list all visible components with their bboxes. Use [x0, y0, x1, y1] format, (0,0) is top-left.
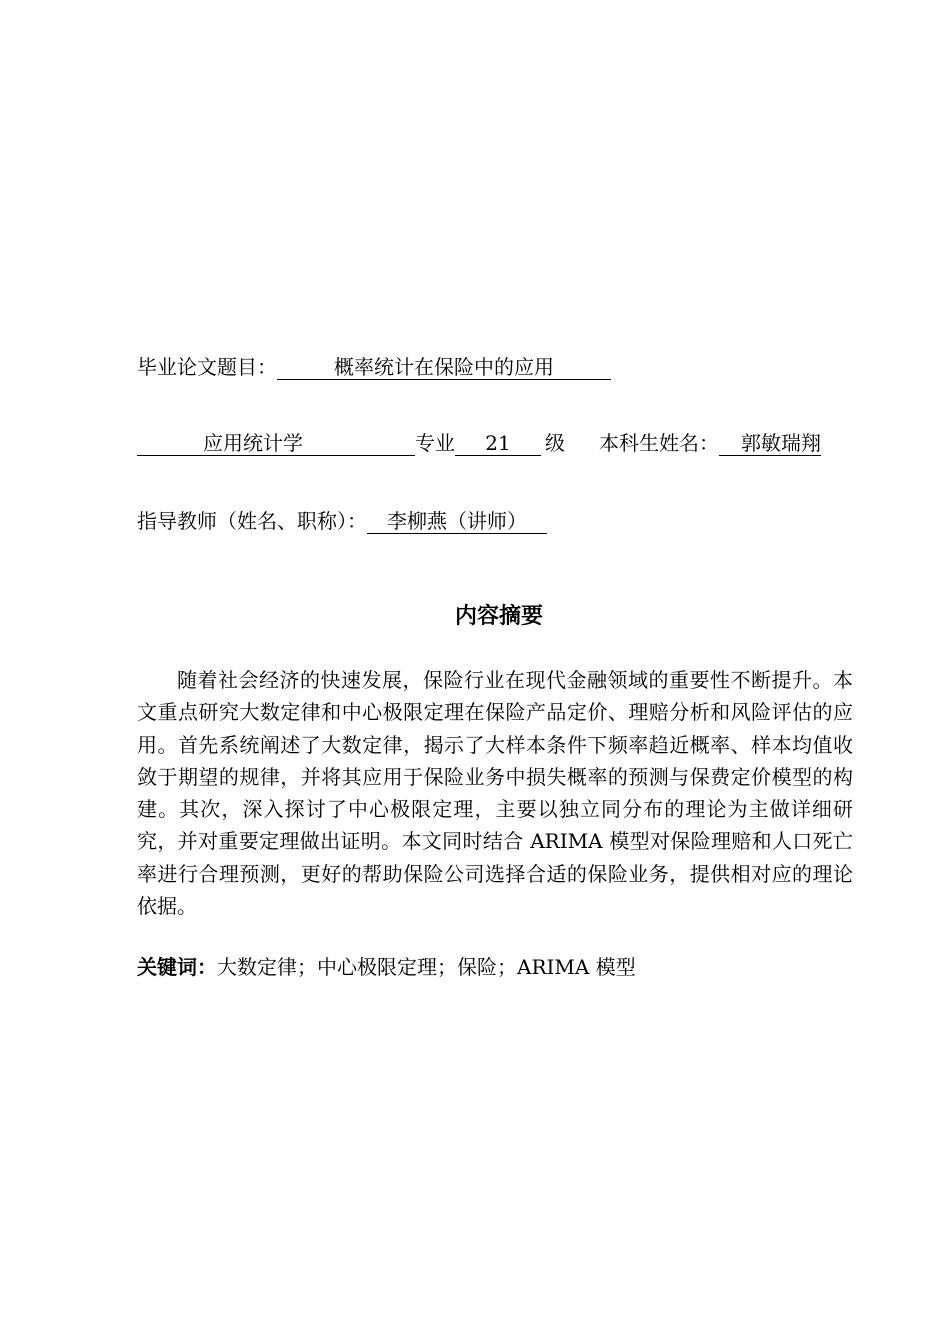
keywords-label: 关键词： — [137, 955, 217, 979]
grade-label: 级 — [545, 431, 565, 455]
student-name-value: 郭敏瑞翔 — [719, 431, 821, 456]
advisor-label: 指导教师（姓名、职称）： — [137, 509, 367, 533]
abstract-heading: 内容摘要 — [454, 604, 543, 629]
major-label: 专业 — [415, 431, 455, 455]
advisor-value: 李柳燕（讲师） — [367, 509, 547, 534]
advisor-line — [137, 508, 547, 534]
major-line — [137, 430, 821, 456]
thesis-title-value: 概率统计在保险中的应用 — [277, 355, 611, 380]
grade-value: 21 — [455, 431, 541, 456]
student-name-label: 本科生姓名： — [599, 431, 719, 455]
thesis-title-line — [137, 354, 611, 380]
keywords-line — [137, 953, 636, 981]
keywords-value: 大数定律；中心极限定理；保险；ARIMA 模型 — [217, 955, 636, 979]
thesis-title-label: 毕业论文题目： — [137, 355, 277, 379]
major-value: 应用统计学 — [137, 431, 415, 456]
abstract-body: 随着社会经济的快速发展，保险行业在现代金融领域的重要性不断提升。本文重点研究大数定律和中心极限定理在保险产品定价、理赔分析和风险评估的应用。首先系统阐述了大数定律，揭示了大样本条件下频率趋近概率、样本均值收敛于期望的规律，并将其应用于保险业务中损失概率的预测与保费定价模型的构建。其次，深入探讨了中心极限定理，主要以独立同分布的理论为主做详细研究，并对重要定理做出证明。本文同时结合 ARIMA 模型对保险理赔和人口死亡率进行合理预测，更好的帮助保险公司选择合适的保险业务，提供相对应的理论依据。 — [137, 668, 853, 919]
